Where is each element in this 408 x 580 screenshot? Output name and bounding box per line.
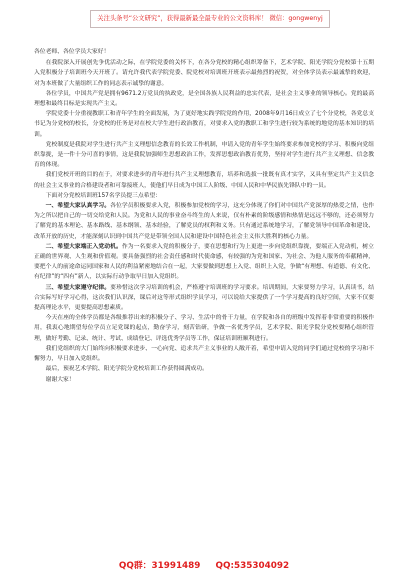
hope-motivation-heading: 二、希望大家端正入党动机。 bbox=[45, 243, 122, 250]
hope-discipline-body: 要珍惜这次学习培训的机会，严格遵守培训班的学习要求。培训期间，大家要努力学习，认真读书，结合实际写好学习心得，这次我们认识深，课后对这等形式组织学员学习，可以说给大家提供了一个学习提高的良好空间，大家不仅要提高理论水平，更要提高思想素质。 bbox=[34, 284, 374, 312]
paragraph-backbone: 今天在座的全体学员都是各级推荐出来的积极分子、学习、生活中的骨干力量，在学院和各自的班级中发挥着非常重要的积极作用，我衷心地期望每位学员立足党课的起点，勤奋学习，刻苦钻研，争做一名优秀学员，艺术学院、阳光学院分党校要精心组织管理，做好考勤、记录、统计、考试、成绩登记、评选优秀学员等工作，保证培训班顺利进行。 bbox=[34, 315, 374, 342]
paragraph-school-system: 党校制度是我院对学生进行共产主义理想信念教育的长效工作机制，申请入党的青年学生始终要求参加党校的学习、积极向党组织靠拢，是一件十分可喜的事情，这是我院加强师生思想政治工作，发挥思想政治教育优势，坚持对学生进行共产主义理想、信念教育的体现。 bbox=[34, 141, 374, 169]
qq-personal-text: QQ:535304092 bbox=[215, 561, 290, 571]
paragraph-door-open: 我们党组织的大门始终向积极要求进步、一心向党、追求共产主义事业的人敞开着，希望申请入党的同学们通过党校的学习和不懈努力，早日加入党组织。 bbox=[34, 345, 374, 363]
promo-banner bbox=[90, 10, 330, 28]
hope-study-body: 各位学员积极要求入党，积极参加党校的学习，这充分体现了你们对中国共产党深厚的热爱之情，也作为之所以把自己的一切交给党和人民。为党和人民的事业奋斗终生的人来说，仅有朴素的阶级感情和热情是远远不够的，还必须努力了解党的基本理论、基本路线、基本纲领、基本经验，了解党员的权利和义务。只有通过系统地学习，了解党领导中国革命和建设、改革开放的历史，才能深刻认识到中国共产党是带领全国人民和建设中国特色社会主义伟大胜利的核心力量。 bbox=[34, 203, 374, 240]
contact-footer bbox=[0, 558, 408, 571]
paragraph-wishes: 最后，预祝艺术学院、阳光学院分党校培训工作获得圆满成功。 bbox=[45, 366, 208, 373]
paragraph-purpose: 我们党校开班的目的在于，对要求进步的青年进行共产主义理想教育，培养和选拔一批既有真才实学，又具有坚定共产主义信念的社会主义事业的合格建设者和可靠接班人，使他们早日成为中国工人阶级、中国人民和中华民族先锋队中的一员。 bbox=[34, 172, 374, 189]
paragraph-party-intro: 各位学员，中国共产党是拥有9671.2万党员的执政党，是全国各族人民利益的忠实代表，是社会主义事业的领导核心。党的最高理想和最终目标是实现共产主义。 bbox=[34, 90, 374, 108]
paragraph-three-hopes-intro: 下面对分党校培训班157名学员提三点希望： bbox=[45, 192, 162, 199]
paragraph-branch-schools: 学院党委十分重视教职工和青年学生的全面发展，为了更好地实践学院党的作用，2008年9月16日成立了七个分党校，各党总支书记为分党校的校长，分党校的任务是对在校大学生进行政治教育，对要求入党的教职工和学生进行较为系统的地党的基本知识的培训。 bbox=[34, 111, 374, 138]
hope-discipline-heading: 三、希望大家遵守纪律。 bbox=[45, 284, 111, 291]
hope-study-heading: 一、希望大家认真学习。 bbox=[45, 203, 111, 210]
paragraph-hope-study bbox=[34, 201, 374, 242]
qq-group-text: QQ群：31991489 bbox=[118, 561, 201, 571]
paragraph-hope-motivation bbox=[34, 242, 374, 283]
hope-motivation-body: 作为一名要求入党的积极分子，要在思想和行为上更进一步向党组织靠拢，要端正入党动机，树立正确的世界观、人生观和价值观。要具备强烈的社会责任感和时代使命感，有较强的为党和国家、为社会、为他人服务的奉献精神，要把个人的前途命运同国家和人民的利益紧密地结合在一起，大家要做到思想上入党、组织上入党，争做“有理想、有道德、有文化、有纪律”的“四有”新人，以实际行动争取早日加入党组织。 bbox=[34, 243, 374, 281]
paragraph-hope-discipline bbox=[34, 283, 374, 314]
paragraph-opening: 在我院深入开展创先争优活动之际，在学院党委的关怀下，在各分党校的精心组织筹备下，艺术学院、阳光学院分党校第十五期入党积极分子培训班今天开班了。请允许我代表学院党委、院党校对培训班开班表示最热烈的祝贺，对全体学员表示最诚挚的欢迎，对为本班做了大量组织工作的同志表示诚挚的谢意。 bbox=[34, 60, 374, 87]
promo-banner-text: 关注头条号“公文研究”，获得最新最全最专业的公文资料库！ 微信：gongwenyj bbox=[97, 15, 323, 22]
paragraph-thanks: 谢谢大家！ bbox=[45, 376, 75, 383]
speech-document bbox=[34, 47, 374, 385]
salutation: 各位老师、各位学员大家好！ bbox=[34, 49, 110, 55]
